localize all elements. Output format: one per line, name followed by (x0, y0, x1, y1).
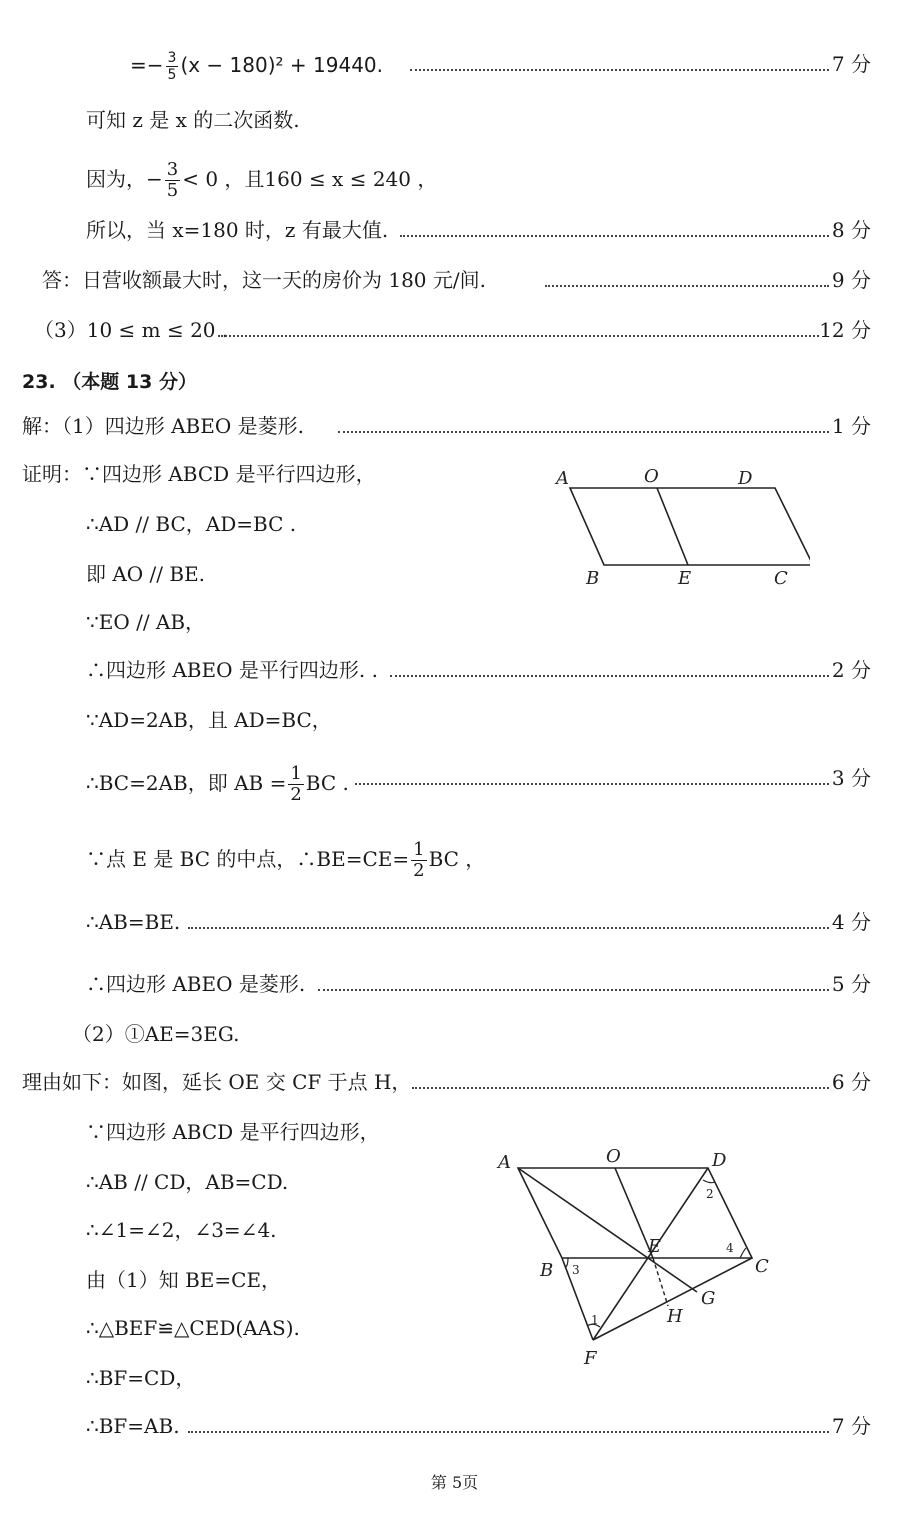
label-e: E (648, 1236, 662, 1257)
formula-line (0, 50, 909, 83)
text-part: BC ， (428, 847, 486, 871)
score-row (0, 316, 909, 346)
score-row (0, 1412, 909, 1442)
text-part: 因为，− (86, 167, 163, 191)
leader-dots (412, 1087, 829, 1089)
score-label: 12 分 (819, 318, 871, 342)
score-label: 1 分 (831, 414, 871, 438)
score-row (0, 908, 909, 938)
text-line: ∴四边形 ABEO 是平行四边形. . (86, 658, 378, 682)
score-label: 5 分 (831, 972, 871, 996)
score-row (0, 1068, 909, 1098)
text-line: ∵四边形 ABCD 是平行四边形， (86, 1120, 380, 1144)
label-a: A (556, 468, 569, 489)
parallelogram-abcd (570, 488, 810, 565)
text-line: ∵EO // AB， (86, 610, 206, 634)
segment-oe (657, 488, 688, 565)
frac-den: 5 (167, 67, 177, 83)
question-title: 23. （本题 13 分） (22, 371, 197, 393)
leader-dots (400, 235, 829, 237)
score-row (0, 412, 909, 442)
label-b: B (586, 568, 600, 589)
text-line: 解：（1）四边形 ABEO 是菱形. (22, 414, 304, 438)
text-line (86, 160, 437, 201)
text-part: ∴BC=2AB，即 AB = (86, 771, 287, 795)
leader-dots (410, 69, 829, 71)
score-label: 7 分 (831, 52, 871, 76)
label-g: G (701, 1288, 716, 1309)
angle-label-4: 4 (726, 1241, 734, 1255)
formula-rest: (x − 180)² + 19440. (180, 53, 383, 77)
leader-dots (318, 989, 829, 991)
angle-arc-4 (740, 1248, 746, 1258)
frac-num: 1 (413, 839, 425, 860)
text-line: （3）10 ≤ m ≤ 20 . (34, 318, 229, 342)
text-line: ∴四边形 ABEO 是菱形. (86, 972, 306, 996)
leader-dots (188, 1431, 829, 1433)
text-line: 答：日营收额最大时，这一天的房价为 180 元/间. (42, 268, 486, 292)
fraction (288, 764, 303, 805)
score-label: 8 分 (831, 218, 871, 242)
page-number: 第 5页 (430, 1473, 479, 1492)
fraction (411, 840, 426, 881)
angle-label-2: 2 (706, 1187, 714, 1201)
score-row (0, 216, 909, 246)
text-line: ∴BF=CD， (86, 1366, 196, 1390)
score-row (0, 970, 909, 1000)
parallelogram-abcd (518, 1168, 752, 1258)
text-part: BC . (305, 771, 349, 795)
score-row (0, 656, 909, 686)
leader-dots (390, 675, 829, 677)
text-line: 即 AO // BE. (86, 562, 206, 586)
score-label: 7 分 (831, 1414, 871, 1438)
text-line: 证明：∵四边形 ABCD 是平行四边形， (22, 462, 376, 486)
leader-dots (545, 285, 829, 287)
text-line: ∴∠1=∠2，∠3=∠4. (86, 1218, 277, 1242)
text-line: ∴AD // BC，AD=BC . (86, 512, 297, 536)
parallelogram-figure-1 (540, 460, 810, 600)
frac-den: 2 (413, 860, 425, 881)
text-line: ∵AD=2AB，且 AD=BC， (86, 708, 332, 732)
leader-dots (338, 431, 829, 433)
score-label: 4 分 (831, 910, 871, 934)
score-row (0, 266, 909, 296)
leader-dots (188, 927, 829, 929)
score-label: 2 分 (831, 658, 871, 682)
text-line: （2）①AE=3EG. (72, 1022, 240, 1046)
leader-dots (355, 783, 829, 785)
text-line: 由（1）知 BE=CE， (86, 1268, 282, 1292)
formula-prefix: =− (130, 53, 164, 77)
label-b: B (540, 1260, 554, 1281)
label-d: D (738, 468, 753, 489)
text-line (86, 764, 349, 805)
fraction (165, 160, 180, 201)
angle-label-3: 3 (572, 1263, 580, 1277)
frac-num: 1 (290, 763, 302, 784)
text-part: < 0 ，且160 ≤ x ≤ 240 ， (182, 167, 438, 191)
frac-num: 3 (167, 50, 177, 66)
label-h: H (667, 1306, 683, 1327)
score-label: 3 分 (831, 766, 871, 790)
segment-eh-dashed (653, 1258, 668, 1306)
label-d: D (712, 1150, 727, 1171)
leader-dots (218, 335, 819, 337)
label-c: C (774, 568, 788, 589)
score-row (0, 763, 909, 805)
text-line: 理由如下：如图，延长 OE 交 CF 于点 H， (22, 1070, 412, 1094)
text-line: ∴AB // CD，AB=CD. (86, 1170, 289, 1194)
text-line: ∴BF=AB. (86, 1414, 180, 1438)
text-line: 所以，当 x=180 时，z 有最大值. (86, 218, 389, 242)
label-o: O (644, 466, 659, 487)
frac-num: 3 (166, 159, 179, 180)
score-label: 9 分 (831, 268, 871, 292)
parallelogram-figure-2 (490, 1140, 790, 1380)
label-a: A (498, 1152, 511, 1173)
fraction (166, 50, 179, 83)
angle-label-1: 1 (591, 1313, 599, 1327)
label-c: C (755, 1256, 769, 1277)
text-line: ∴AB=BE. (86, 910, 181, 934)
text-part: ∵点 E 是 BC 的中点，∴BE=CE= (86, 847, 410, 871)
label-o: O (606, 1146, 621, 1167)
score-label: 6 分 (831, 1070, 871, 1094)
label-e: E (678, 568, 692, 589)
frac-den: 5 (166, 180, 179, 201)
label-f: F (584, 1348, 597, 1369)
segment-fc (593, 1258, 752, 1340)
text-line: 可知 z 是 x 的二次函数. (86, 108, 300, 132)
text-line: ∴△BEF≌△CED(AAS). (86, 1316, 300, 1340)
text-line (86, 840, 485, 881)
frac-den: 2 (290, 784, 302, 805)
